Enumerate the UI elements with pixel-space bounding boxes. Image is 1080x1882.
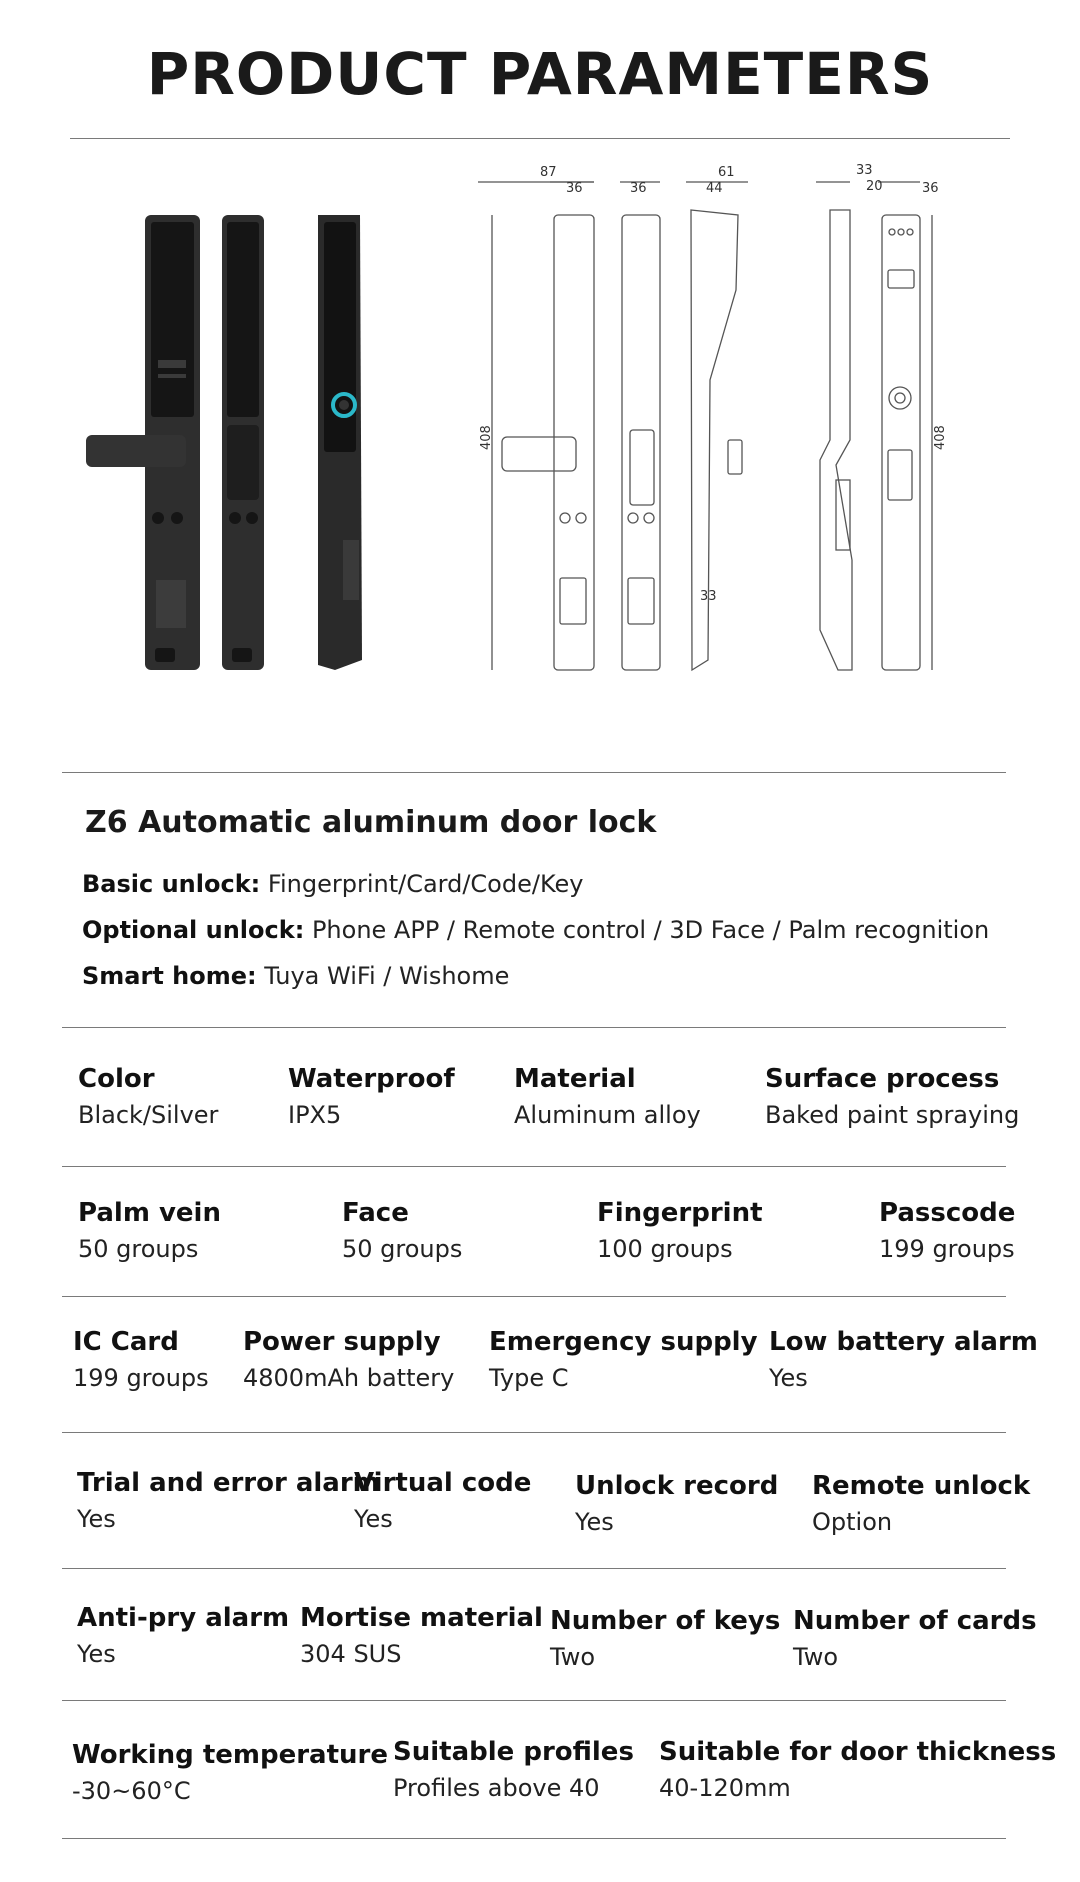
product-name: Z6 Automatic aluminum door lock [85,805,657,840]
spec-door-thickness: Suitable for door thickness 40-120mm [659,1737,1057,1802]
spec-ic-card: IC Card 199 groups [73,1327,209,1392]
spec-number-of-cards: Number of cards Two [793,1606,1037,1671]
basic-unlock-value: Fingerprint/Card/Code/Key [267,870,584,898]
divider [62,1838,1006,1839]
dim-label: 61 [718,165,735,180]
dim-label: 36 [922,181,939,196]
optional-unlock-label: Optional unlock: [82,916,305,944]
spec-passcode: Passcode 199 groups [879,1198,1016,1263]
lock-photo-front-handle [86,215,200,670]
spec-working-temperature: Working temperature -30~60°C [72,1740,388,1805]
lock-photo-front [222,215,264,670]
spec-emergency-supply: Emergency supply Type C [489,1327,758,1392]
page-title: PRODUCT PARAMETERS [146,40,934,108]
spec-unlock-record: Unlock record Yes [575,1471,779,1536]
spec-low-battery-alarm: Low battery alarm Yes [769,1327,1038,1392]
dim-label: 33 [856,163,873,178]
spec-palm-vein: Palm vein 50 groups [78,1198,221,1263]
divider [62,1166,1006,1167]
optional-unlock-line [82,916,989,944]
dim-label: 33 [700,589,717,604]
dim-label: 36 [630,181,647,196]
drawing-front-handle [478,182,594,670]
spec-waterproof: Waterproof IPX5 [288,1064,455,1129]
spec-mortise-material: Mortise material 304 SUS [300,1603,543,1668]
optional-unlock-value: Phone APP / Remote control / 3D Face / Palm recognition [311,916,990,944]
dim-label: 87 [540,165,557,180]
divider [62,772,1006,773]
divider [70,138,1010,139]
drawing-side [686,182,748,670]
basic-unlock-label: Basic unlock: [82,870,261,898]
basic-unlock-line [82,870,583,898]
divider [62,1027,1006,1028]
divider [62,1296,1006,1297]
drawing-keypad [878,182,932,670]
spec-trial-error-alarm: Trial and error alarm Yes [77,1468,380,1533]
divider [62,1432,1006,1433]
dim-label: 408 [933,425,948,450]
smart-home-label: Smart home: [82,962,257,990]
lock-photo-angled [318,215,362,670]
spec-virtual-code: Virtual code Yes [354,1468,532,1533]
spec-anti-pry-alarm: Anti-pry alarm Yes [77,1603,290,1668]
dim-label: 36 [566,181,583,196]
product-images [60,160,1020,690]
spec-remote-unlock: Remote unlock Option [812,1471,1031,1536]
dim-label: 408 [479,425,494,450]
spec-material: Material Aluminum alloy [514,1064,701,1129]
dim-label: 20 [866,179,883,194]
divider [62,1568,1006,1569]
dim-label: 44 [706,181,723,196]
spec-face: Face 50 groups [342,1198,463,1263]
smart-home-value: Tuya WiFi / Wishome [264,962,510,990]
divider [62,1700,1006,1701]
spec-power-supply: Power supply 4800mAh battery [243,1327,455,1392]
drawing-side-2 [816,182,852,670]
spec-surface-process: Surface process Baked paint spraying [765,1064,1020,1129]
spec-fingerprint: Fingerprint 100 groups [597,1198,763,1263]
spec-suitable-profiles: Suitable profiles Profiles above 40 [393,1737,634,1802]
drawing-front [620,182,660,670]
spec-number-of-keys: Number of keys Two [550,1606,781,1671]
smart-home-line [82,962,509,990]
spec-color: Color Black/Silver [78,1064,219,1129]
